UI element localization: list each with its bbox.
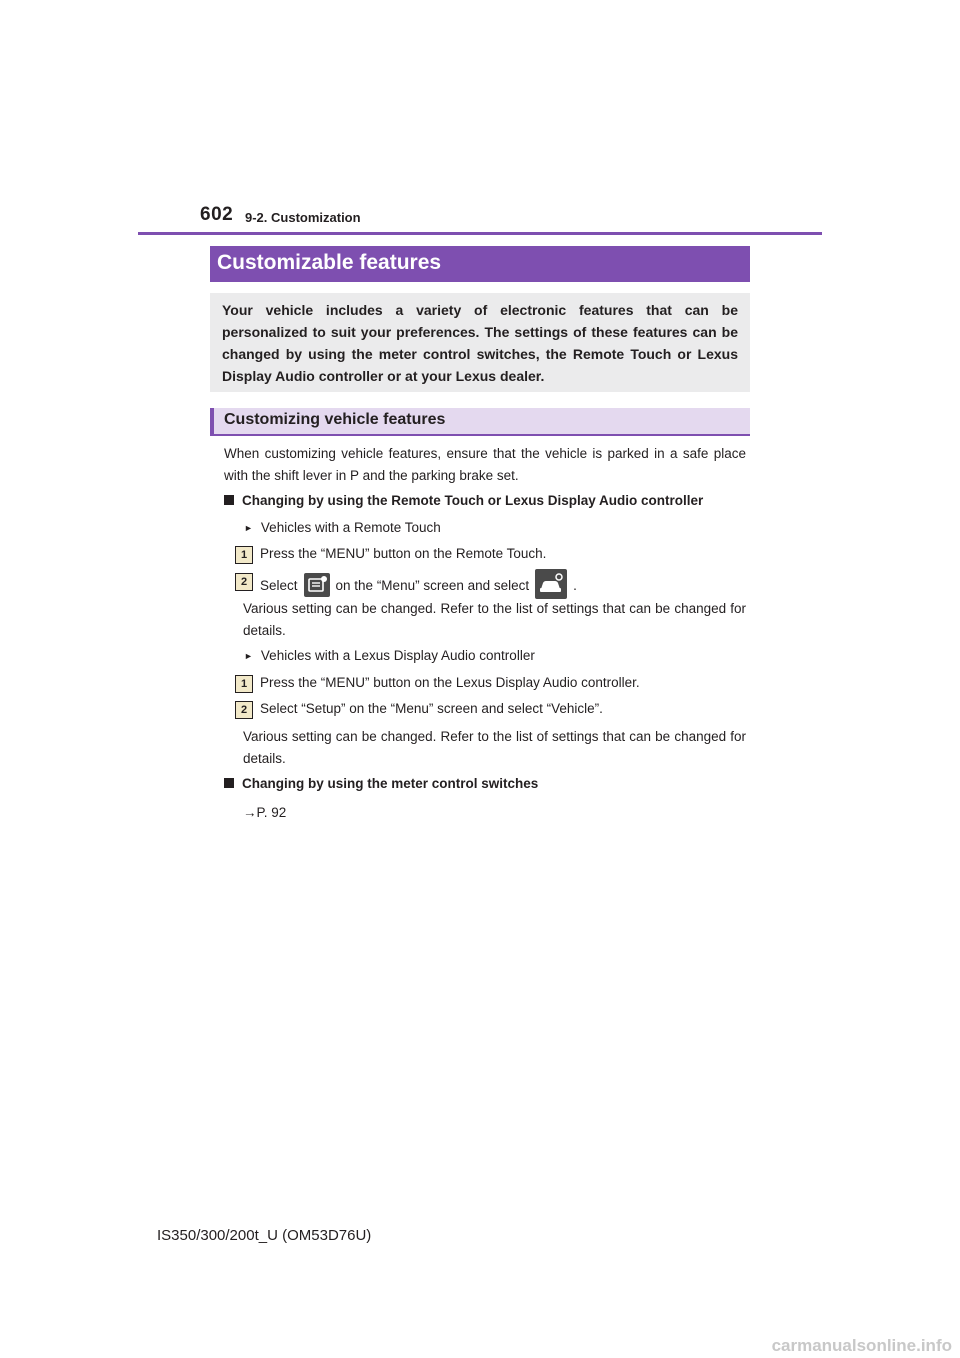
bullet-remote-touch-label: Vehicles with a Remote Touch — [260, 520, 441, 535]
vehicle-icon — [535, 569, 567, 599]
page-title: Customizable features — [210, 246, 750, 282]
square-bullet-icon — [224, 778, 234, 788]
step-text-2-b: on the “Menu” screen and select — [335, 578, 530, 593]
triangle-bullet-icon: ► — [244, 523, 253, 533]
watermark — [0, 1336, 960, 1358]
step-text-1: Press the “MENU” button on the Lexus Display Audio controller. — [260, 675, 640, 690]
page-number: 602 — [200, 204, 234, 225]
bullet-display-audio — [244, 648, 535, 663]
square-bullet-icon — [224, 495, 234, 505]
remote-touch-note: Various setting can be changed. Refer to the list of settings that can be changed for details. — [243, 601, 746, 638]
step-text-1: Press the “MENU” button on the Remote Touch. — [260, 546, 547, 561]
intro-box: Your vehicle includes a variety of electronic features that can be personalized to suit your preferences. The settings of these features can be changed by using the meter control switches, the Remote Touch or Lexus Display Audio controller or at your Lexus dealer. — [210, 293, 750, 392]
step-text-2-a: Select — [260, 578, 298, 593]
step-text-2 — [260, 569, 577, 599]
page-reference-link[interactable]: →P. 92 — [243, 805, 287, 820]
subsection-heading: Customizing vehicle features — [210, 408, 750, 436]
step-text-2: Select “Setup” on the “Menu” screen and select “Vehicle”. — [260, 701, 603, 716]
watermark-text: carmanualsonline.info — [771, 1336, 952, 1355]
display-audio-note: Various setting can be changed. Refer to the list of settings that can be changed for details. — [243, 729, 746, 766]
header-divider — [138, 232, 822, 235]
bullet-display-audio-label: Vehicles with a Lexus Display Audio controller — [260, 648, 535, 663]
bullet-remote-touch — [244, 520, 441, 535]
heading-remote-touch — [224, 493, 750, 508]
step-number-1: 1 — [235, 546, 253, 564]
step-number-2: 2 — [235, 573, 253, 591]
step-number-2: 2 — [235, 701, 253, 719]
heading-meter-switches-label: Changing by using the meter control switches — [242, 776, 539, 791]
heading-meter-switches — [224, 776, 750, 791]
triangle-bullet-icon: ► — [244, 651, 253, 661]
safety-paragraph: When customizing vehicle features, ensure that the vehicle is parked in a safe place with the shift lever in P and the parking brake set. — [224, 446, 746, 483]
heading-remote-touch-label: Changing by using the Remote Touch or Lexus Display Audio controller — [242, 493, 704, 508]
setup-icon — [304, 573, 330, 597]
step-number-1: 1 — [235, 675, 253, 693]
footer-model-code: IS350/300/200t_U (OM53D76U) — [157, 1227, 372, 1244]
section-reference: 9-2. Customization — [245, 210, 361, 225]
step-text-2-c: . — [573, 578, 577, 593]
